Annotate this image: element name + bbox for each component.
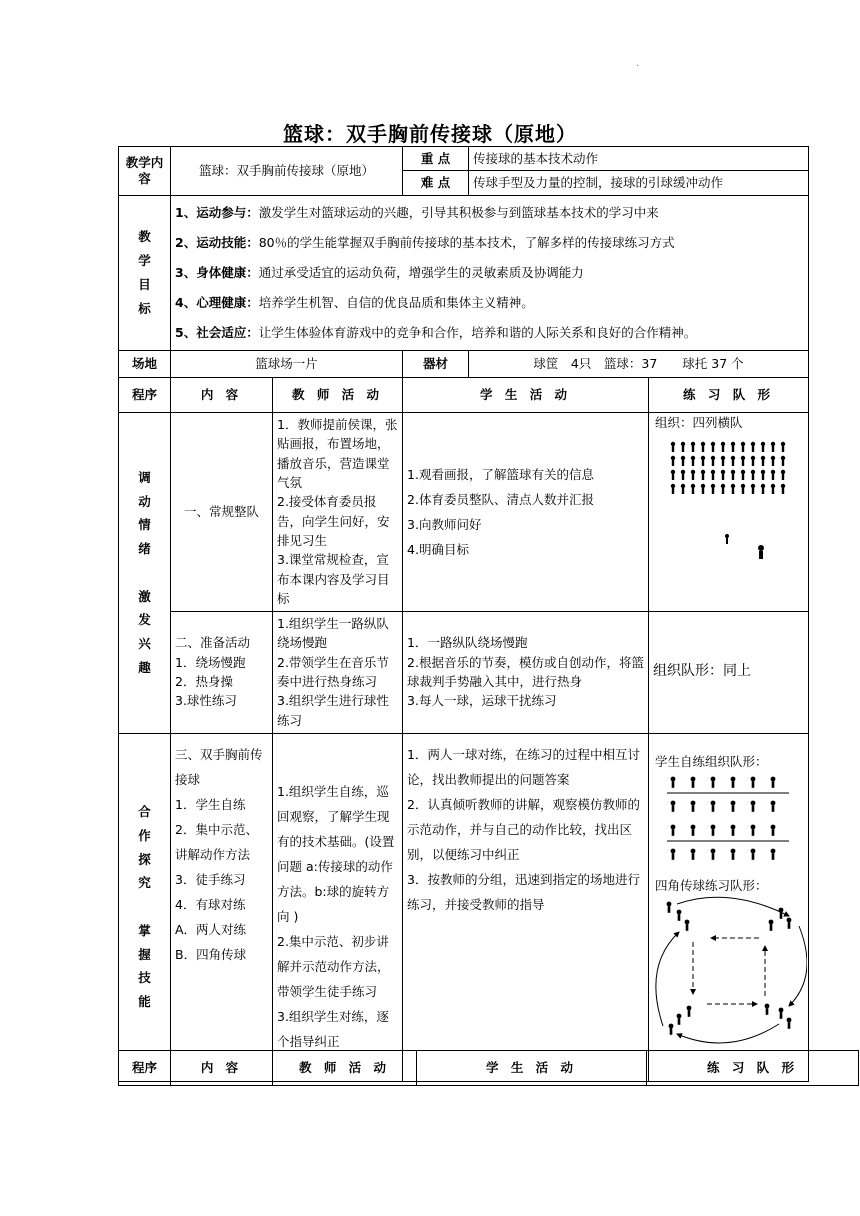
student-figure bbox=[681, 456, 685, 466]
student-figure bbox=[711, 470, 715, 480]
student-figure bbox=[741, 442, 745, 452]
student-figure bbox=[751, 456, 755, 466]
student-figure bbox=[731, 456, 735, 466]
stage1-row2-student: 1．一路纵队绕场慢跑 2.根据音乐的节奏，模仿或自创动作，将篮球裁判手势融入其中，进行热身 3.每人一球，运球干扰练习 bbox=[403, 611, 649, 733]
student-figure bbox=[681, 484, 685, 494]
student-figure bbox=[711, 456, 715, 466]
student-figure bbox=[687, 1005, 692, 1016]
student-figure bbox=[671, 824, 676, 835]
stage2-teacher: 1.组织学生自练，巡回观察，了解学生现有的技术基础。(设置问题 a:传接球的动作方法。b:球的旋转方向 ) 2.集中示范、初步讲解并示范动作方法，带领学生徒手练习 3.组织学生对练，逐个指导纠正 bbox=[273, 733, 403, 1081]
formation-self-practice-label: 学生自练组织队形： bbox=[655, 753, 768, 769]
student-figure bbox=[779, 1007, 784, 1018]
student-figure bbox=[751, 442, 755, 452]
student-figure bbox=[761, 456, 765, 466]
col-header-procedure: 程序 bbox=[119, 377, 171, 412]
self-practice-formation bbox=[649, 771, 807, 871]
student-figure bbox=[701, 484, 705, 494]
stage1-label: 调 动 情 绪 激 发 兴 趣 bbox=[119, 412, 171, 733]
student-figure bbox=[701, 442, 705, 452]
student-figure bbox=[751, 776, 756, 787]
student-figure bbox=[691, 470, 695, 480]
run-arc-left bbox=[656, 932, 679, 1026]
student-figure bbox=[731, 824, 736, 835]
col-header-formation: 练 习 队 形 bbox=[649, 377, 809, 412]
col-header-teacher-2: 教 师 活 动 bbox=[273, 1051, 417, 1086]
col-header-teacher: 教 师 活 动 bbox=[273, 377, 403, 412]
student-figure bbox=[711, 848, 716, 859]
corner-students bbox=[667, 901, 792, 1034]
student-figure bbox=[671, 456, 675, 466]
student-figure bbox=[711, 484, 715, 494]
student-figure bbox=[761, 484, 765, 494]
student-figure bbox=[751, 484, 755, 494]
objective-item: 1、运动参与：激发学生对篮球运动的兴趣，引导其积极参与到篮球基本技术的学习中来 bbox=[175, 204, 659, 220]
run-arc-right bbox=[789, 926, 807, 1006]
student-figure bbox=[721, 442, 725, 452]
student-figure bbox=[711, 800, 716, 811]
student-figure bbox=[771, 800, 776, 811]
stage1-row1-teacher: 1．教师提前侯课，张贴画报，布置场地，播放音乐，营造课堂气氛 2.接受体育委员报告，向学生问好，安排见习生 3.课堂常规检查，宣布本课内容及学习目标 bbox=[273, 412, 403, 611]
key-point-label: 重 点 bbox=[403, 147, 469, 171]
stage1-row1-content: 一、常规整队 bbox=[171, 412, 273, 611]
stage1-row2-teacher: 1.组织学生一路纵队绕场慢跑 2.带领学生在音乐节奏中进行热身练习 3.组织学生进行球性练习 bbox=[273, 611, 403, 733]
student-figure bbox=[691, 484, 695, 494]
run-arc-bottom bbox=[677, 1024, 779, 1043]
header-dot: . bbox=[636, 58, 640, 69]
student-figure bbox=[761, 470, 765, 480]
student-figure bbox=[711, 442, 715, 452]
col-header-formation-2: 练 习 队 形 bbox=[647, 1051, 859, 1086]
student-figure bbox=[731, 776, 736, 787]
student-figure bbox=[787, 917, 792, 928]
student-figure bbox=[671, 470, 675, 480]
pair-rows bbox=[667, 776, 789, 859]
student-figure bbox=[781, 456, 785, 466]
student-figure bbox=[765, 1003, 770, 1014]
content-label: 教学内容 bbox=[119, 147, 171, 196]
stage1-row2-content: 二、准备活动 1．绕场慢跑 2．热身操 3.球性练习 bbox=[171, 611, 273, 733]
student-figure bbox=[691, 824, 696, 835]
four-corner-formation bbox=[649, 896, 807, 1056]
student-figure bbox=[731, 484, 735, 494]
continuation-header-table bbox=[118, 1050, 859, 1086]
student-figure bbox=[771, 484, 775, 494]
col-header-content: 内 容 bbox=[171, 377, 273, 412]
student-figure bbox=[671, 800, 676, 811]
student-figure bbox=[751, 848, 756, 859]
student-figure bbox=[731, 470, 735, 480]
lesson-plan-table bbox=[118, 146, 809, 1082]
student-figure bbox=[771, 776, 776, 787]
student-figure bbox=[677, 1013, 682, 1024]
stage1-row1-formation bbox=[649, 412, 809, 611]
student-figure bbox=[781, 470, 785, 480]
student-figure bbox=[771, 470, 775, 480]
equipment-label: 器材 bbox=[403, 350, 469, 377]
student-figure bbox=[771, 442, 775, 452]
venue-value: 篮球场一片 bbox=[171, 350, 403, 377]
objectives-list bbox=[171, 195, 809, 350]
objective-item: 2、运动技能：80％的学生能掌握双手胸前传接球的基本技术，了解多样的传接球练习方式 bbox=[175, 234, 675, 250]
student-figure bbox=[781, 442, 785, 452]
stage2-label: 合 作 探 究 掌 握 技 能 bbox=[119, 733, 171, 1081]
student-figure bbox=[771, 824, 776, 835]
student-figure bbox=[741, 484, 745, 494]
stage1-row2-formation: 组织队形：同上 bbox=[649, 611, 809, 733]
student-figure bbox=[751, 800, 756, 811]
student-figure bbox=[781, 484, 785, 494]
student-figure bbox=[671, 484, 675, 494]
equipment-value: 球筐 4只 篮球：37 球托 37 个 bbox=[469, 350, 809, 377]
student-figure bbox=[681, 470, 685, 480]
student-figure bbox=[731, 800, 736, 811]
student-figure bbox=[721, 484, 725, 494]
difficulty-label: 难 点 bbox=[403, 171, 469, 195]
student-figure bbox=[731, 848, 736, 859]
student-rows bbox=[671, 442, 785, 494]
key-point-value: 传接球的基本技术动作 bbox=[469, 147, 809, 171]
student-figure bbox=[731, 442, 735, 452]
stage2-content: 三、双手胸前传接球 1．学生自练 2．集中示范、讲解动作方法 3．徒手练习 4．有球对练 A．两人对练 B．四角传球 bbox=[171, 733, 273, 1081]
student-figure bbox=[691, 776, 696, 787]
student-figure bbox=[771, 456, 775, 466]
page-title: 篮球：双手胸前传接球（原地） bbox=[283, 122, 577, 146]
student-figure bbox=[671, 776, 676, 787]
student-figure bbox=[691, 442, 695, 452]
content-value: 篮球：双手胸前传接球（原地） bbox=[171, 147, 403, 196]
difficulty-value: 传球手型及力量的控制，接球的引球缓冲动作 bbox=[469, 171, 809, 195]
student-figure bbox=[671, 442, 675, 452]
student-figure bbox=[741, 470, 745, 480]
stage1-row1-student: 1.观看画报，了解篮球有关的信息 2.体育委员整队、清点人数并汇报 3.向教师问好 4.明确目标 bbox=[403, 412, 649, 611]
student-figure bbox=[691, 848, 696, 859]
teacher-figure-1 bbox=[725, 534, 729, 544]
formation-label: 组织：四列横队 bbox=[655, 414, 743, 430]
student-figure bbox=[677, 909, 682, 920]
formation-four-corner-label: 四角传球练习队形： bbox=[655, 878, 768, 894]
student-figure bbox=[701, 470, 705, 480]
stage2-student: 1．两人一球对练，在练习的过程中相互讨论，找出教师提出的问题答案 2．认真倾听教师的讲解，观察模仿教师的示范动作，并与自己的动作比较，找出区别，以便练习中纠正 3．按教师的分组，迅速到指定的场地进行练习，并接受教师的指导 bbox=[403, 733, 649, 1081]
objectives-label: 教 学 目 标 bbox=[119, 195, 171, 350]
student-figure bbox=[667, 901, 672, 912]
objective-item: 5、社会适应：让学生体验体育游戏中的竞争和合作，培养和谐的人际关系和良好的合作精神。 bbox=[175, 324, 697, 340]
student-figure bbox=[669, 1023, 674, 1034]
student-figure bbox=[721, 470, 725, 480]
four-row-formation bbox=[649, 432, 807, 562]
student-figure bbox=[681, 442, 685, 452]
student-figure bbox=[741, 456, 745, 466]
col-header-student-2: 学 生 活 动 bbox=[417, 1051, 647, 1086]
student-figure bbox=[691, 800, 696, 811]
run-arc-top bbox=[677, 897, 789, 916]
student-figure bbox=[771, 848, 776, 859]
student-figure bbox=[787, 1017, 792, 1028]
student-figure bbox=[761, 442, 765, 452]
teacher-figure-2 bbox=[758, 545, 764, 559]
student-figure bbox=[721, 456, 725, 466]
student-figure bbox=[691, 456, 695, 466]
student-figure bbox=[711, 824, 716, 835]
objective-item: 4、心理健康：培养学生机智、自信的优良品质和集体主义精神。 bbox=[175, 294, 534, 310]
col-header-procedure-2: 程序 bbox=[119, 1051, 171, 1086]
objective-item: 3、身体健康：通过承受适宜的运动负荷，增强学生的灵敏素质及协调能力 bbox=[175, 264, 584, 280]
student-figure bbox=[711, 776, 716, 787]
student-figure bbox=[769, 919, 774, 930]
col-header-student: 学 生 活 动 bbox=[403, 377, 649, 412]
stage2-formation bbox=[649, 733, 809, 1081]
student-figure bbox=[751, 824, 756, 835]
venue-label: 场地 bbox=[119, 350, 171, 377]
col-header-content-2: 内 容 bbox=[171, 1051, 273, 1086]
student-figure bbox=[751, 470, 755, 480]
student-figure bbox=[685, 919, 690, 930]
student-figure bbox=[671, 848, 676, 859]
student-figure bbox=[701, 456, 705, 466]
